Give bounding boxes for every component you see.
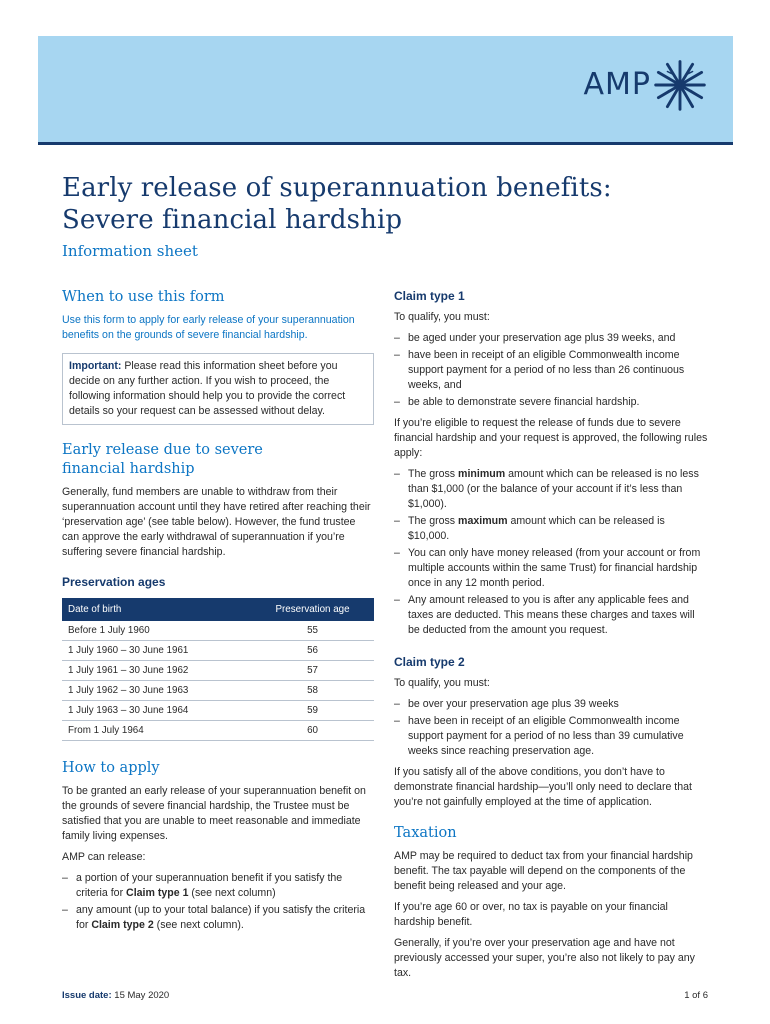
important-label: Important: — [69, 360, 122, 372]
issue-date-label: Issue date: — [62, 990, 112, 1001]
table-row — [62, 641, 374, 661]
table-row — [62, 661, 374, 681]
list-item: – have been in receipt of an eligible Commonwealth income support payment for a period of no less than 39 cumulative weeks since reaching preservation age. — [394, 714, 708, 759]
release-options-list — [62, 871, 374, 933]
preservation-ages-heading: Preservation ages — [62, 575, 166, 589]
table-row — [62, 701, 374, 721]
list-item: – Any amount released to you is after any applicable fees and taxes are deducted. This means these charges and taxes will be deducted from the amount you request. — [394, 593, 708, 638]
taxation-heading: Taxation — [394, 825, 457, 841]
list-item: – be able to demonstrate severe financial hardship. — [394, 395, 708, 410]
table-cell-age: 56 — [251, 641, 374, 661]
page-number: 1 of 6 — [684, 990, 708, 1001]
claim-type-1-rules — [394, 467, 708, 638]
table-cell-age: 60 — [251, 721, 374, 741]
table-row — [62, 621, 374, 641]
early-release-heading — [62, 441, 374, 479]
table-cell-age: 57 — [251, 661, 374, 681]
right-column — [394, 288, 708, 987]
column-header-age: Preservation age — [251, 598, 374, 621]
page-subtitle: Information sheet — [62, 242, 198, 260]
page-title — [62, 172, 702, 236]
taxation-p3: Generally, if you’re over your preservation age and have not previously accessed your super, you’re also not likely to pay any tax. — [394, 937, 695, 979]
important-notice — [62, 353, 374, 425]
page-title-line-1: Early release of superannuation benefits: — [62, 173, 612, 203]
list-item: – any amount (up to your total balance) if you satisfy the criteria for Claim type 2 (see next column). — [62, 903, 374, 933]
when-to-use-intro: Use this form to apply for early release of your superannuation benefits on the grounds of severe financial hardship. — [62, 314, 355, 341]
table-cell-dob: 1 July 1961 – 30 June 1962 — [62, 661, 251, 681]
table-cell-age: 58 — [251, 681, 374, 701]
claim-type-1-requirements — [394, 331, 708, 410]
table-cell-dob: 1 July 1960 – 30 June 1961 — [62, 641, 251, 661]
claim-type-2-qualify: To qualify, you must: — [394, 677, 490, 689]
table-row — [62, 721, 374, 741]
issue-date-value: 15 May 2020 — [111, 990, 170, 1001]
claim-type-2-heading: Claim type 2 — [394, 655, 465, 669]
left-column — [62, 288, 374, 939]
logo-text: AMP — [583, 67, 651, 102]
preservation-ages-table — [62, 598, 374, 741]
early-release-heading-line-2: financial hardship — [62, 461, 195, 477]
table-cell-dob: 1 July 1963 – 30 June 1964 — [62, 701, 251, 721]
table-cell-dob: From 1 July 1964 — [62, 721, 251, 741]
claim-type-1-heading: Claim type 1 — [394, 289, 465, 303]
list-item: – be aged under your preservation age plus 39 weeks, and — [394, 331, 708, 346]
important-text: Please read this information sheet before you decide on any further action. If you wish to proceed, the following information should help you to provide the correct details so your request can be assessed without delay. — [69, 360, 346, 417]
taxation-p2: If you’re age 60 or over, no tax is payable on your financial hardship benefit. — [394, 901, 668, 928]
claim-type-1-qualify: To qualify, you must: — [394, 311, 490, 323]
table-cell-age: 55 — [251, 621, 374, 641]
early-release-heading-line-1: Early release due to severe — [62, 442, 263, 458]
table-cell-age: 59 — [251, 701, 374, 721]
list-item: – You can only have money released (from your account or from multiple accounts within the same Trust) for financial hardship once in any 12 month period. — [394, 546, 708, 591]
column-header-dob: Date of birth — [62, 598, 251, 621]
table-cell-dob: 1 July 1962 – 30 June 1963 — [62, 681, 251, 701]
early-release-body: Generally, fund members are unable to withdraw from their superannuation account until they have retired after reaching their ‘preservation age’ (see table below). However, the fund trustee can approve the early withdrawal of superannuation if you’re suffering severe financial hardship. — [62, 486, 371, 558]
taxation-p1: AMP may be required to deduct tax from your financial hardship benefit. The tax payable will depend on the components of the benefit being released and your age. — [394, 850, 693, 892]
amp-can-release: AMP can release: — [62, 851, 146, 863]
claim-type-2-requirements — [394, 697, 708, 759]
claim-type-2-satisfy: If you satisfy all of the above conditions, you don’t have to demonstrate financial hardship—you’ll only need to declare that you’re not gainfully employed at the time of application. — [394, 766, 692, 808]
when-to-use-heading: When to use this form — [62, 289, 225, 305]
issue-date — [62, 990, 169, 1001]
list-item: – The gross minimum amount which can be released is no less than $1,000 (or the balance of your account if it’s less than $1,000). — [394, 467, 708, 512]
page-title-line-2: Severe financial hardship — [62, 205, 403, 235]
header-band — [38, 36, 733, 145]
amp-star-icon — [653, 58, 707, 112]
list-item: – have been in receipt of an eligible Commonwealth income support payment for a period of no less than 26 continuous weeks, and — [394, 348, 708, 393]
table-header-row — [62, 598, 374, 621]
how-to-apply-body: To be granted an early release of your superannuation benefit on the grounds of severe financial hardship, the Trustee must be satisfied that you are unable to meet reasonable and immediate family living expenses. — [62, 785, 366, 842]
table-row — [62, 681, 374, 701]
list-item: – be over your preservation age plus 39 weeks — [394, 697, 708, 712]
list-item: – a portion of your superannuation benefit if you satisfy the criteria for Claim type 1 (see next column) — [62, 871, 374, 901]
list-item: – The gross maximum amount which can be released is $10,000. — [394, 514, 708, 544]
table-cell-dob: Before 1 July 1960 — [62, 621, 251, 641]
amp-logo — [584, 58, 708, 112]
claim-type-1-eligible: If you’re eligible to request the release of funds due to severe financial hardship and your request is approved, the following rules apply: — [394, 417, 708, 459]
how-to-apply-heading: How to apply — [62, 760, 160, 776]
